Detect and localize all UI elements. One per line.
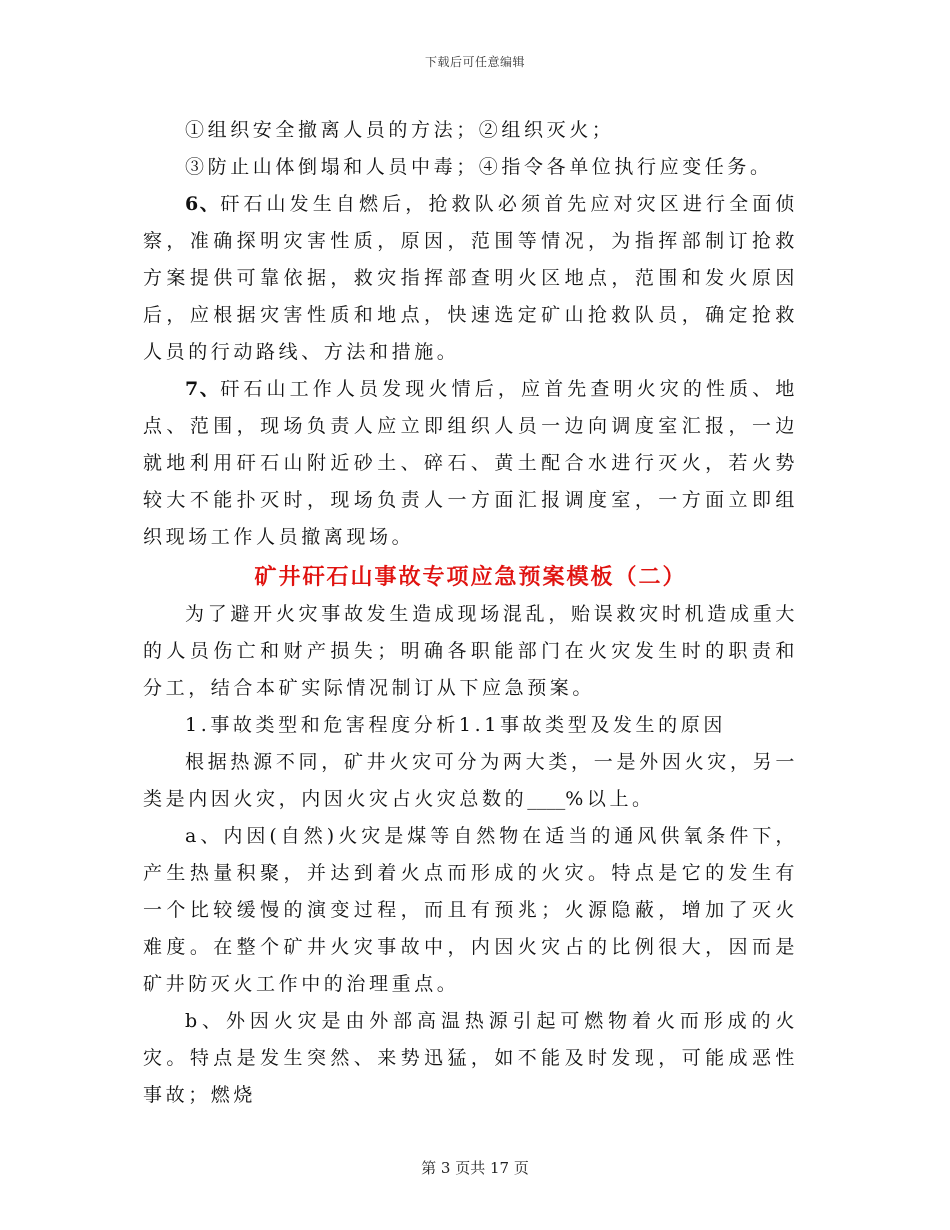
paragraph-7-text-a: 根据热源不同，矿井火灾可分为两大类，一是外因火灾，另一类是内因火灾，内因火灾占火灾总数的 bbox=[143, 751, 798, 810]
page-footer: 第 3 页共 17 页 bbox=[421, 1159, 529, 1177]
document-body bbox=[143, 112, 798, 1114]
paragraph-7-text-b: %以上。 bbox=[565, 788, 655, 810]
paragraph-4 bbox=[143, 371, 798, 556]
paragraph-7 bbox=[143, 744, 798, 818]
paragraph-3 bbox=[143, 186, 798, 371]
paragraph-1: ①组织安全撤离人员的方法；②组织灭火； bbox=[185, 119, 615, 141]
item-number-6: 6、 bbox=[185, 193, 221, 215]
paragraph-3-text: 矸石山发生自燃后，抢救队必须首先应对灾区进行全面侦察，准确探明灾害性质，原因，范围等情况，为指挥部制订抢救方案提供可靠依据，救灾指挥部查明火区地点，范围和发火原因后，应根据灾害性质和地点，快速选定矿山抢救队员，确定抢救人员的行动路线、方法和措施。 bbox=[143, 193, 798, 363]
paragraph-9: b、外因火灾是由外部高温热源引起可燃物着火而形成的火灾。特点是发生突然、来势迅猛，如不能及时发现，可能成恶性事故；燃烧 bbox=[143, 1010, 798, 1106]
page-header: 下载后可任意编辑 bbox=[424, 55, 525, 69]
item-number-7: 7、 bbox=[185, 378, 221, 400]
paragraph-4-text: 矸石山工作人员发现火情后，应首先查明火灾的性质、地点、范围，现场负责人应立即组织人员一边向调度室汇报，一边就地利用矸石山附近砂土、碎石、黄土配合水进行灭火，若火势较大不能扑灭时，现场负责人一方面汇报调度室，一方面立即组织现场工作人员撤离现场。 bbox=[143, 378, 798, 548]
paragraph-8: a、内因(自然)火灾是煤等自然物在适当的通风供氧条件下，产生热量积聚，并达到着火点而形成的火灾。特点是它的发生有一个比较缓慢的演变过程，而且有预兆；火源隐蔽，增加了灭火难度。在整个矿井火灾事故中，内因火灾占的比例很大，因而是矿井防灭火工作中的治理重点。 bbox=[143, 825, 798, 995]
section-title: 矿井矸石山事故专项应急预案模板（二） bbox=[254, 564, 687, 590]
paragraph-2: ③防止山体倒塌和人员中毒；④指令各单位执行应变任务。 bbox=[185, 156, 773, 178]
paragraph-6: 1.事故类型和危害程度分析1.1事故类型及发生的原因 bbox=[185, 714, 726, 736]
fill-in-blank: ____ bbox=[527, 788, 566, 810]
paragraph-5: 为了避开火灾事故发生造成现场混乱，贻误救灾时机造成重大的人员伤亡和财产损失；明确各职能部门在火灾发生时的职责和分工，结合本矿实际情况制订从下应急预案。 bbox=[143, 603, 798, 699]
